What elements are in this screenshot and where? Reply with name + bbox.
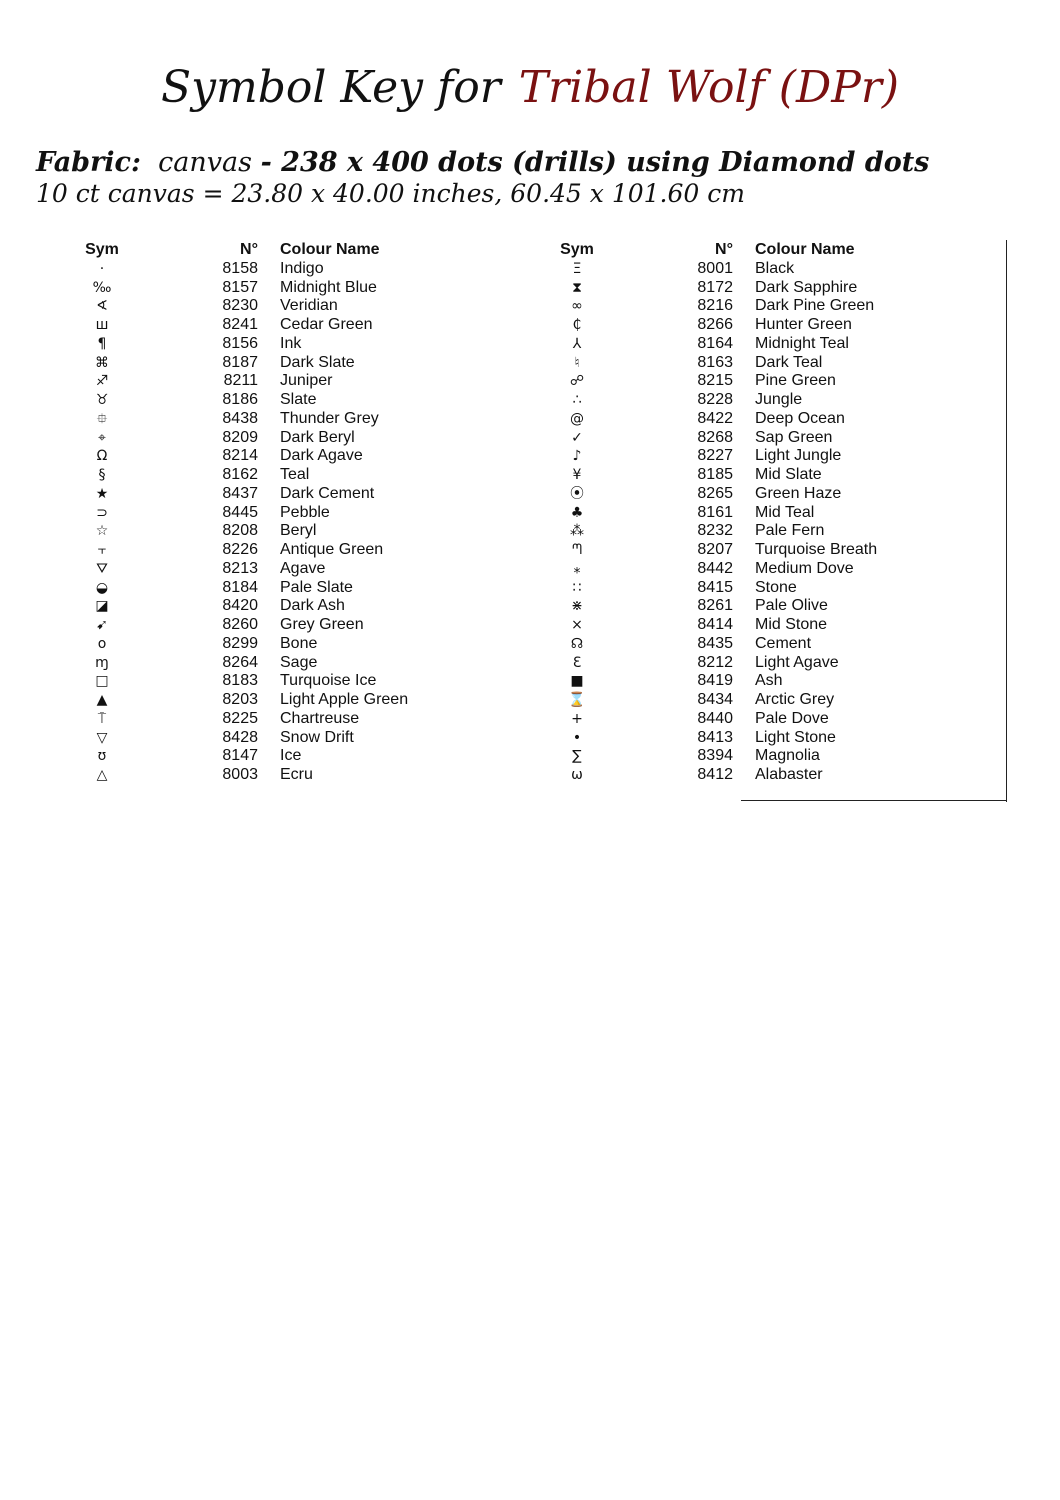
colour-name: Dark Agave xyxy=(280,447,363,465)
dmc-number: 8230 xyxy=(222,297,258,315)
key-row xyxy=(64,710,464,729)
symbol-key-left xyxy=(64,241,464,785)
colour-name: Snow Drift xyxy=(280,728,354,746)
colour-name: Slate xyxy=(280,391,317,408)
key-row xyxy=(64,447,464,466)
colour-name: Ash xyxy=(755,672,783,690)
colour-name: Arctic Grey xyxy=(755,691,835,708)
key-row xyxy=(539,391,939,410)
symbol-glyph: ⅄ xyxy=(572,335,582,352)
dmc-number: 8435 xyxy=(697,634,733,652)
colour-name: Light Agave xyxy=(755,653,839,671)
key-row xyxy=(539,635,939,654)
dmc-number: 8186 xyxy=(222,391,258,408)
key-row xyxy=(64,635,464,654)
dmc-number: 8225 xyxy=(222,709,258,727)
colour-name: Sage xyxy=(280,653,318,671)
colour-name: Agave xyxy=(280,559,326,577)
symbol-glyph: + xyxy=(571,710,583,727)
symbol-glyph: □ xyxy=(95,673,109,690)
symbol-glyph: ♮ xyxy=(574,354,580,371)
colour-name: Pebble xyxy=(280,503,330,521)
dmc-number: 8163 xyxy=(697,353,733,371)
key-row xyxy=(64,766,464,785)
header-num: N° xyxy=(715,241,733,258)
dmc-number: 8265 xyxy=(697,484,733,502)
dmc-number: 8414 xyxy=(697,616,733,633)
key-row xyxy=(539,522,939,541)
symbol-glyph: △ xyxy=(96,767,108,783)
table-border-bottom xyxy=(741,800,1007,801)
symbol-glyph: ∴ xyxy=(572,392,582,408)
key-row xyxy=(64,410,464,429)
dmc-number: 8185 xyxy=(697,466,733,483)
colour-name: Sap Green xyxy=(755,428,833,446)
symbol-glyph: ⯐ xyxy=(96,410,108,427)
symbol-glyph: ∞ xyxy=(571,298,583,315)
dmc-number: 8184 xyxy=(222,578,258,596)
colour-name: Stone xyxy=(755,578,797,596)
key-row xyxy=(64,316,464,335)
dmc-number: 8208 xyxy=(222,522,258,540)
key-row xyxy=(539,447,939,466)
key-row xyxy=(64,485,464,504)
symbol-glyph: ¥ xyxy=(572,467,582,483)
dmc-number: 8228 xyxy=(697,391,733,408)
symbol-glyph: ♐ xyxy=(95,373,109,390)
dmc-number: 8211 xyxy=(223,372,258,390)
dmc-number: 8442 xyxy=(697,559,733,577)
key-row xyxy=(539,372,939,391)
dmc-number: 8428 xyxy=(222,728,258,746)
symbol-glyph: o xyxy=(97,635,107,652)
symbol-glyph: ᘉ xyxy=(571,542,583,558)
dmc-number: 8215 xyxy=(697,372,733,390)
dmc-number: 8261 xyxy=(697,597,733,615)
colour-name: Dark Sapphire xyxy=(755,278,858,296)
dmc-number: 8422 xyxy=(697,409,733,427)
symbol-glyph: ⊃ xyxy=(96,504,108,521)
key-row xyxy=(64,297,464,316)
symbol-glyph: ∷ xyxy=(572,579,582,596)
key-row xyxy=(539,466,939,485)
symbol-glyph: ☊ xyxy=(570,635,584,652)
dmc-number: 8299 xyxy=(222,634,258,652)
dmc-number: 8412 xyxy=(697,766,733,783)
dmc-number: 8183 xyxy=(222,672,258,690)
colour-name: Ecru xyxy=(280,766,313,783)
key-row xyxy=(64,504,464,523)
colour-name: Beryl xyxy=(280,522,317,540)
symbol-glyph: ▽ xyxy=(96,729,108,746)
key-row xyxy=(64,691,464,710)
colour-name: Pale Slate xyxy=(280,578,353,596)
key-row xyxy=(64,729,464,748)
key-row xyxy=(539,654,939,673)
symbol-glyph: Ω xyxy=(96,448,108,465)
colour-name: Turquoise Breath xyxy=(755,541,878,558)
symbol-glyph: ɱ xyxy=(95,654,109,671)
key-row xyxy=(539,579,939,598)
dmc-number: 8213 xyxy=(222,559,258,577)
colour-name: Dark Slate xyxy=(280,353,355,371)
symbol-glyph: ☆ xyxy=(95,523,109,540)
key-row xyxy=(64,579,464,598)
header-name: Colour Name xyxy=(280,241,380,258)
dmc-number: 8214 xyxy=(222,447,258,465)
symbol-glyph: Ξ xyxy=(572,260,582,277)
key-row xyxy=(64,372,464,391)
colour-name: Antique Green xyxy=(280,541,384,558)
colour-name: Dark Pine Green xyxy=(755,297,875,315)
dmc-number: 8260 xyxy=(222,616,258,633)
symbol-glyph: ⍑ xyxy=(97,710,107,727)
symbol-glyph: ∢ xyxy=(96,298,108,315)
colour-name: Hunter Green xyxy=(755,316,852,333)
colour-name: Light Apple Green xyxy=(280,691,409,708)
colour-name: Midnight Teal xyxy=(755,334,849,352)
key-row xyxy=(64,335,464,354)
key-row xyxy=(539,710,939,729)
symbol-glyph: ⧗ xyxy=(572,279,582,296)
dmc-number: 8394 xyxy=(697,747,733,765)
symbol-glyph: ♪ xyxy=(572,448,582,465)
dmc-number: 8268 xyxy=(697,428,733,446)
dmc-number: 8438 xyxy=(222,409,258,427)
colour-name: Grey Green xyxy=(280,616,364,633)
canvas-size-line: 10 ct canvas = 23.80 x 40.00 inches, 60.45 x 101.60 cm xyxy=(36,179,745,208)
symbol-glyph: ʊ xyxy=(97,748,107,765)
key-row xyxy=(64,522,464,541)
key-header xyxy=(539,241,939,260)
symbol-glyph: ♣ xyxy=(570,504,584,521)
header-num: N° xyxy=(240,241,258,258)
symbol-glyph: ω xyxy=(571,767,583,783)
colour-name: Dark Beryl xyxy=(280,428,355,446)
symbol-key-right xyxy=(539,241,939,785)
key-row xyxy=(539,485,939,504)
dmc-number: 8156 xyxy=(222,334,258,352)
dmc-number: 8434 xyxy=(697,691,733,708)
colour-name: Bone xyxy=(280,634,318,652)
dmc-number: 8158 xyxy=(222,259,258,277)
symbol-glyph: ⌘ xyxy=(95,354,109,371)
key-row xyxy=(539,616,939,635)
fabric-line xyxy=(36,146,1036,180)
symbol-glyph: ▲ xyxy=(96,692,108,708)
dmc-number: 8157 xyxy=(222,278,258,296)
symbol-glyph: ⛛ xyxy=(96,560,108,577)
colour-name: Medium Dove xyxy=(755,559,854,577)
dmc-number: 8445 xyxy=(222,503,258,521)
key-row xyxy=(539,410,939,429)
colour-name: Cedar Green xyxy=(280,316,373,333)
page-title xyxy=(0,58,1060,118)
colour-name: Chartreuse xyxy=(280,709,360,727)
symbol-glyph: ш xyxy=(95,317,109,333)
key-row xyxy=(539,429,939,448)
key-row xyxy=(64,672,464,691)
colour-name: Indigo xyxy=(280,259,324,277)
key-row xyxy=(539,260,939,279)
key-row xyxy=(64,597,464,616)
colour-name: Mid Slate xyxy=(755,466,822,483)
colour-name: Ink xyxy=(280,334,302,352)
colour-name: Deep Ocean xyxy=(755,409,845,427)
dmc-number: 8212 xyxy=(697,653,733,671)
symbol-glyph: ‰ xyxy=(92,279,112,296)
key-row xyxy=(539,279,939,298)
colour-name: Cement xyxy=(755,634,812,652)
symbol-glyph: ¶ xyxy=(97,335,107,352)
pattern-name: Tribal Wolf (DPr) xyxy=(518,62,900,113)
key-row xyxy=(64,354,464,373)
colour-name: Juniper xyxy=(280,372,333,390)
colour-name: Midnight Blue xyxy=(280,278,377,296)
dmc-number: 8207 xyxy=(697,541,733,558)
colour-name: Magnolia xyxy=(755,747,820,765)
colour-name: Mid Stone xyxy=(755,616,828,633)
colour-name: Pale Fern xyxy=(755,522,825,540)
colour-name: Dark Ash xyxy=(280,597,345,615)
colour-name: Jungle xyxy=(755,391,803,408)
symbol-glyph: ➹ xyxy=(96,617,108,633)
colour-name: Thunder Grey xyxy=(280,409,379,427)
dmc-number: 8437 xyxy=(222,484,258,502)
dmc-number: 8440 xyxy=(697,709,733,727)
colour-name: Dark Cement xyxy=(280,484,375,502)
key-row xyxy=(64,560,464,579)
symbol-glyph: ☍ xyxy=(569,373,585,390)
symbol-glyph: ★ xyxy=(95,485,109,502)
symbol-glyph: ◪ xyxy=(95,598,109,615)
key-row xyxy=(539,691,939,710)
dmc-number: 8266 xyxy=(697,316,733,333)
title-prefix: Symbol Key for xyxy=(160,62,501,113)
key-row xyxy=(539,560,939,579)
key-row xyxy=(64,747,464,766)
key-row xyxy=(539,504,939,523)
key-row xyxy=(64,616,464,635)
key-row xyxy=(539,316,939,335)
symbol-glyph: ⁂ xyxy=(570,523,584,540)
dmc-number: 8227 xyxy=(697,447,733,465)
symbol-glyph: ■ xyxy=(570,673,584,690)
symbol-glyph: ₵ xyxy=(572,317,582,333)
dmc-number: 8003 xyxy=(222,766,258,783)
colour-name: Alabaster xyxy=(755,766,823,783)
dmc-number: 8164 xyxy=(697,334,733,352)
colour-name: Teal xyxy=(280,466,310,483)
dmc-number: 8209 xyxy=(222,428,258,446)
dmc-number: 8419 xyxy=(697,672,733,690)
symbol-glyph: Ɛ xyxy=(572,654,582,671)
dmc-number: 8203 xyxy=(222,691,258,708)
symbol-glyph: • xyxy=(572,729,582,746)
dmc-number: 8241 xyxy=(222,316,258,333)
symbol-glyph: ♉ xyxy=(95,392,109,408)
dmc-number: 8161 xyxy=(697,503,733,521)
fabric-label: Fabric: xyxy=(36,147,141,178)
symbol-glyph: ⌛ xyxy=(568,692,586,708)
colour-name: Ice xyxy=(280,747,302,765)
key-row xyxy=(539,541,939,560)
dmc-number: 8413 xyxy=(697,728,733,746)
colour-name: Dark Teal xyxy=(755,353,823,371)
colour-name: Light Jungle xyxy=(755,447,842,465)
colour-name: Green Haze xyxy=(755,484,842,502)
key-row xyxy=(539,766,939,785)
table-border-right xyxy=(1006,240,1007,802)
colour-name: Pale Olive xyxy=(755,597,828,615)
symbol-glyph: × xyxy=(571,617,583,633)
fabric-material: canvas xyxy=(158,147,252,178)
header-sym: Sym xyxy=(560,241,594,258)
symbol-glyph: ⦿ xyxy=(570,485,584,502)
dmc-number: 8147 xyxy=(222,747,258,765)
symbol-glyph: @ xyxy=(570,410,584,427)
key-row xyxy=(539,672,939,691)
dmc-number: 8216 xyxy=(697,297,733,315)
colour-name: Pine Green xyxy=(755,372,836,390)
key-row xyxy=(64,260,464,279)
dmc-number: 8172 xyxy=(697,278,733,296)
key-row xyxy=(539,747,939,766)
dmc-number: 8232 xyxy=(697,522,733,540)
dmc-number: 8420 xyxy=(222,597,258,615)
fabric-dims: - 238 x 400 dots (drills) using Diamond dots xyxy=(260,147,930,178)
colour-name: Mid Teal xyxy=(755,503,815,521)
key-row xyxy=(539,297,939,316)
header-name: Colour Name xyxy=(755,241,855,258)
dmc-number: 8162 xyxy=(222,466,258,483)
dmc-number: 8187 xyxy=(222,353,258,371)
symbol-glyph: ⋇ xyxy=(571,598,583,615)
colour-name: Black xyxy=(755,259,795,277)
symbol-glyph: ◒ xyxy=(95,579,109,596)
key-row xyxy=(539,729,939,748)
dmc-number: 8226 xyxy=(222,541,258,558)
key-row xyxy=(64,429,464,448)
symbol-glyph: ⁎ xyxy=(573,560,581,577)
key-row xyxy=(64,279,464,298)
symbol-glyph: ⫟ xyxy=(97,542,107,558)
dmc-number: 8264 xyxy=(222,653,258,671)
symbol-glyph: ✓ xyxy=(571,429,583,446)
symbol-glyph: · xyxy=(99,260,105,277)
dmc-number: 8001 xyxy=(697,259,733,277)
colour-name: Veridian xyxy=(280,297,338,315)
symbol-glyph: ∑ xyxy=(572,748,582,765)
key-header xyxy=(64,241,464,260)
symbol-glyph: § xyxy=(98,467,106,483)
key-row xyxy=(539,335,939,354)
key-row xyxy=(64,466,464,485)
colour-name: Light Stone xyxy=(755,728,836,746)
header-sym: Sym xyxy=(85,241,119,258)
dmc-number: 8415 xyxy=(697,578,733,596)
colour-name: Pale Dove xyxy=(755,709,829,727)
symbol-glyph: ⌖ xyxy=(98,429,106,446)
key-row xyxy=(539,354,939,373)
key-row xyxy=(539,597,939,616)
key-row xyxy=(64,654,464,673)
colour-name: Turquoise Ice xyxy=(280,672,377,690)
key-row xyxy=(64,391,464,410)
key-row xyxy=(64,541,464,560)
